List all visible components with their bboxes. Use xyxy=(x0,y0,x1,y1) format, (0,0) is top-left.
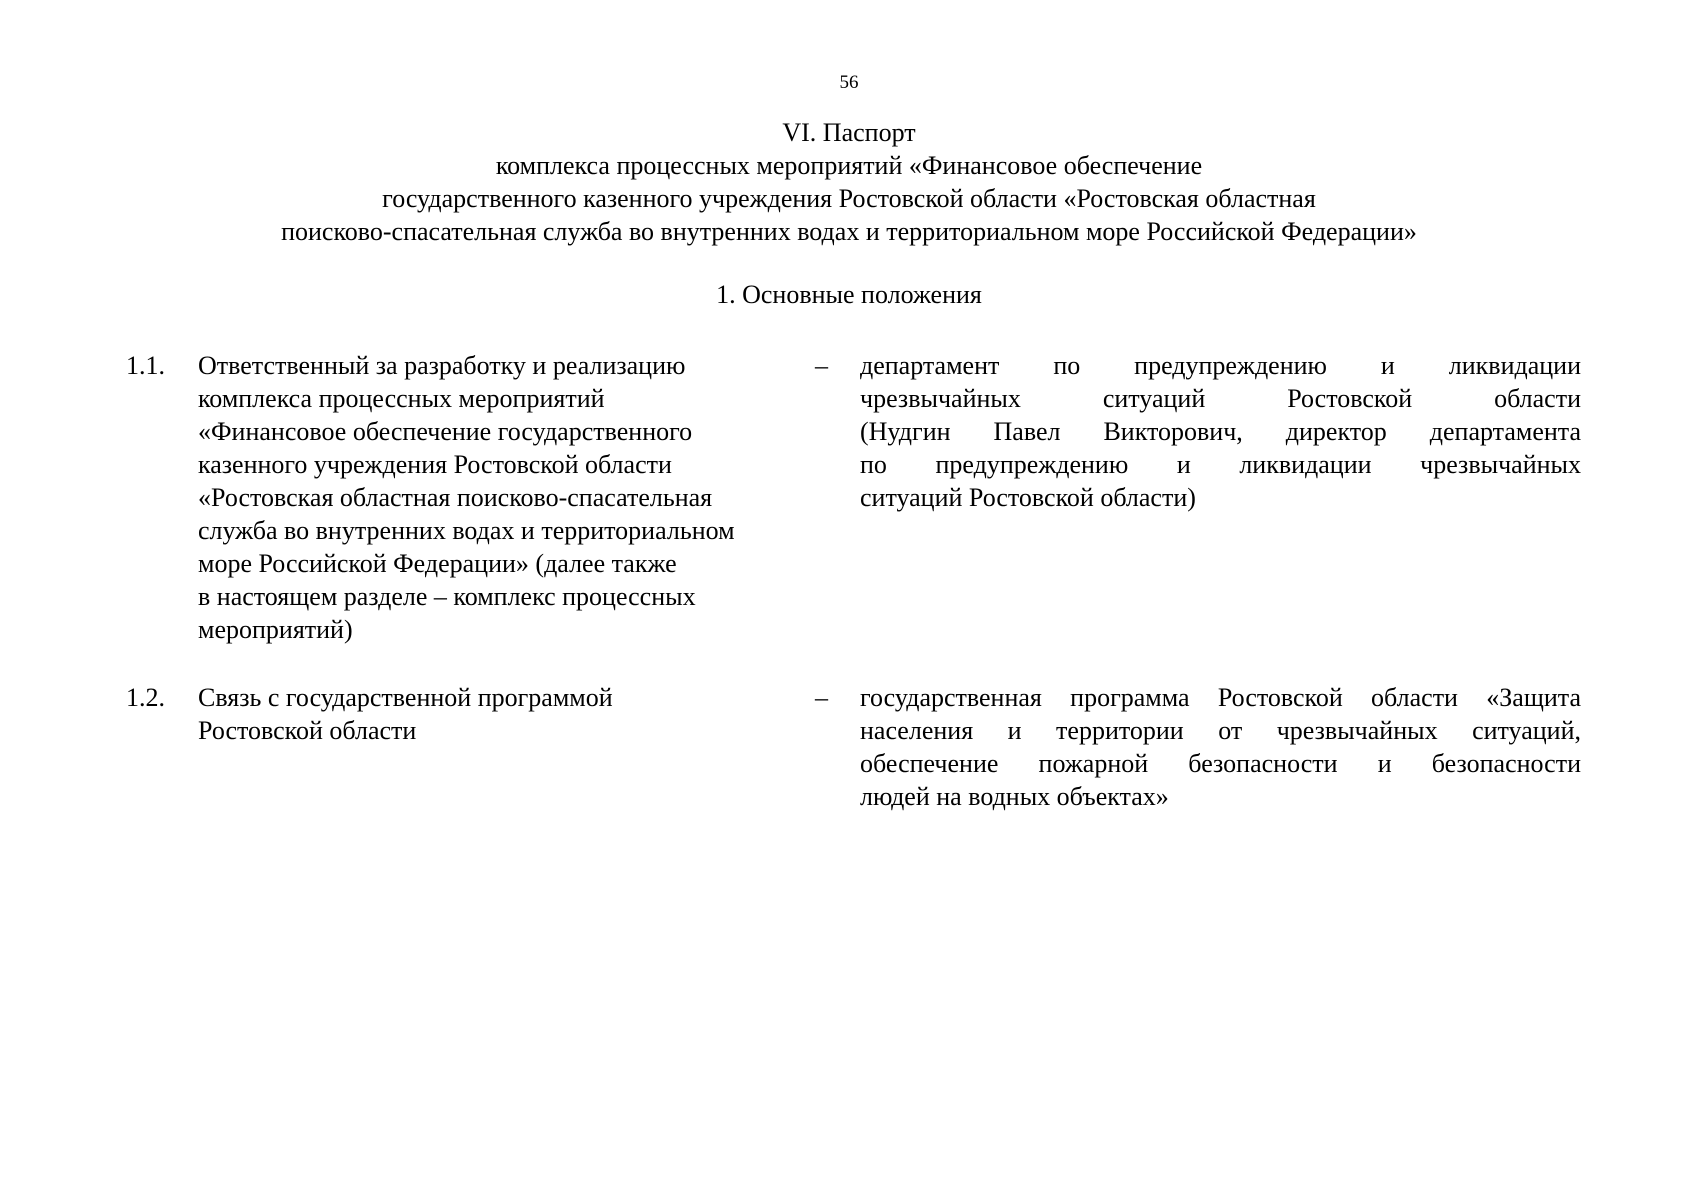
item-value-line: ситуаций Ростовской области) xyxy=(860,483,1196,512)
item-value xyxy=(860,681,1581,813)
item-dash: – xyxy=(815,683,828,712)
item-number: 1.1. xyxy=(126,351,165,380)
item-label xyxy=(198,349,798,646)
item-label-line: казенного учреждения Ростовской области xyxy=(198,450,672,479)
item-label-line: в настоящем разделе – комплекс процессных xyxy=(198,582,696,611)
item-value xyxy=(860,349,1581,514)
item-value-line: департамент по предупреждению и ликвидации xyxy=(860,351,1581,380)
item-dash: – xyxy=(815,351,828,380)
item-label-line: Связь с государственной программой xyxy=(198,683,613,712)
item-label-line: служба во внутренних водах и территориальном xyxy=(198,516,735,545)
item-number: 1.2. xyxy=(126,683,165,712)
item-value-line: людей на водных объектах» xyxy=(860,782,1169,811)
item-value-line: чрезвычайных ситуаций Ростовской области xyxy=(860,384,1581,413)
item-label-line: комплекса процессных мероприятий xyxy=(198,384,605,413)
item-label-line: Ростовской области xyxy=(198,716,417,745)
page-number: 56 xyxy=(839,72,859,93)
item-value-line: по предупреждению и ликвидации чрезвычайных xyxy=(860,450,1581,479)
item-label xyxy=(198,681,798,747)
item-label-line: мероприятий) xyxy=(198,615,353,644)
section-heading: 1. Основные положения xyxy=(716,280,982,309)
item-label-line: «Финансовое обеспечение государственного xyxy=(198,417,693,446)
item-label-line: Ответственный за разработку и реализацию xyxy=(198,351,686,380)
item-value-line: (Нудгин Павел Викторович, директор департамента xyxy=(860,417,1581,446)
title-line: поисково-спасательная служба во внутренних водах и территориальном море Российской Федерации» xyxy=(281,217,1417,246)
item-value-line: населения и территории от чрезвычайных ситуаций, xyxy=(860,716,1581,745)
passport-title xyxy=(0,116,1698,248)
title-line: комплекса процессных мероприятий «Финансовое обеспечение xyxy=(495,151,1203,180)
title-line: государственного казенного учреждения Ростовской области «Ростовская областная xyxy=(382,184,1316,213)
title-line: VI. Паспорт xyxy=(782,118,916,147)
item-value-line: государственная программа Ростовской области «Защита xyxy=(860,683,1581,712)
item-label-line: море Российской Федерации» (далее также xyxy=(198,549,677,578)
item-label-line: «Ростовская областная поисково-спасательная xyxy=(198,483,713,512)
item-value-line: обеспечение пожарной безопасности и безопасности xyxy=(860,749,1581,778)
